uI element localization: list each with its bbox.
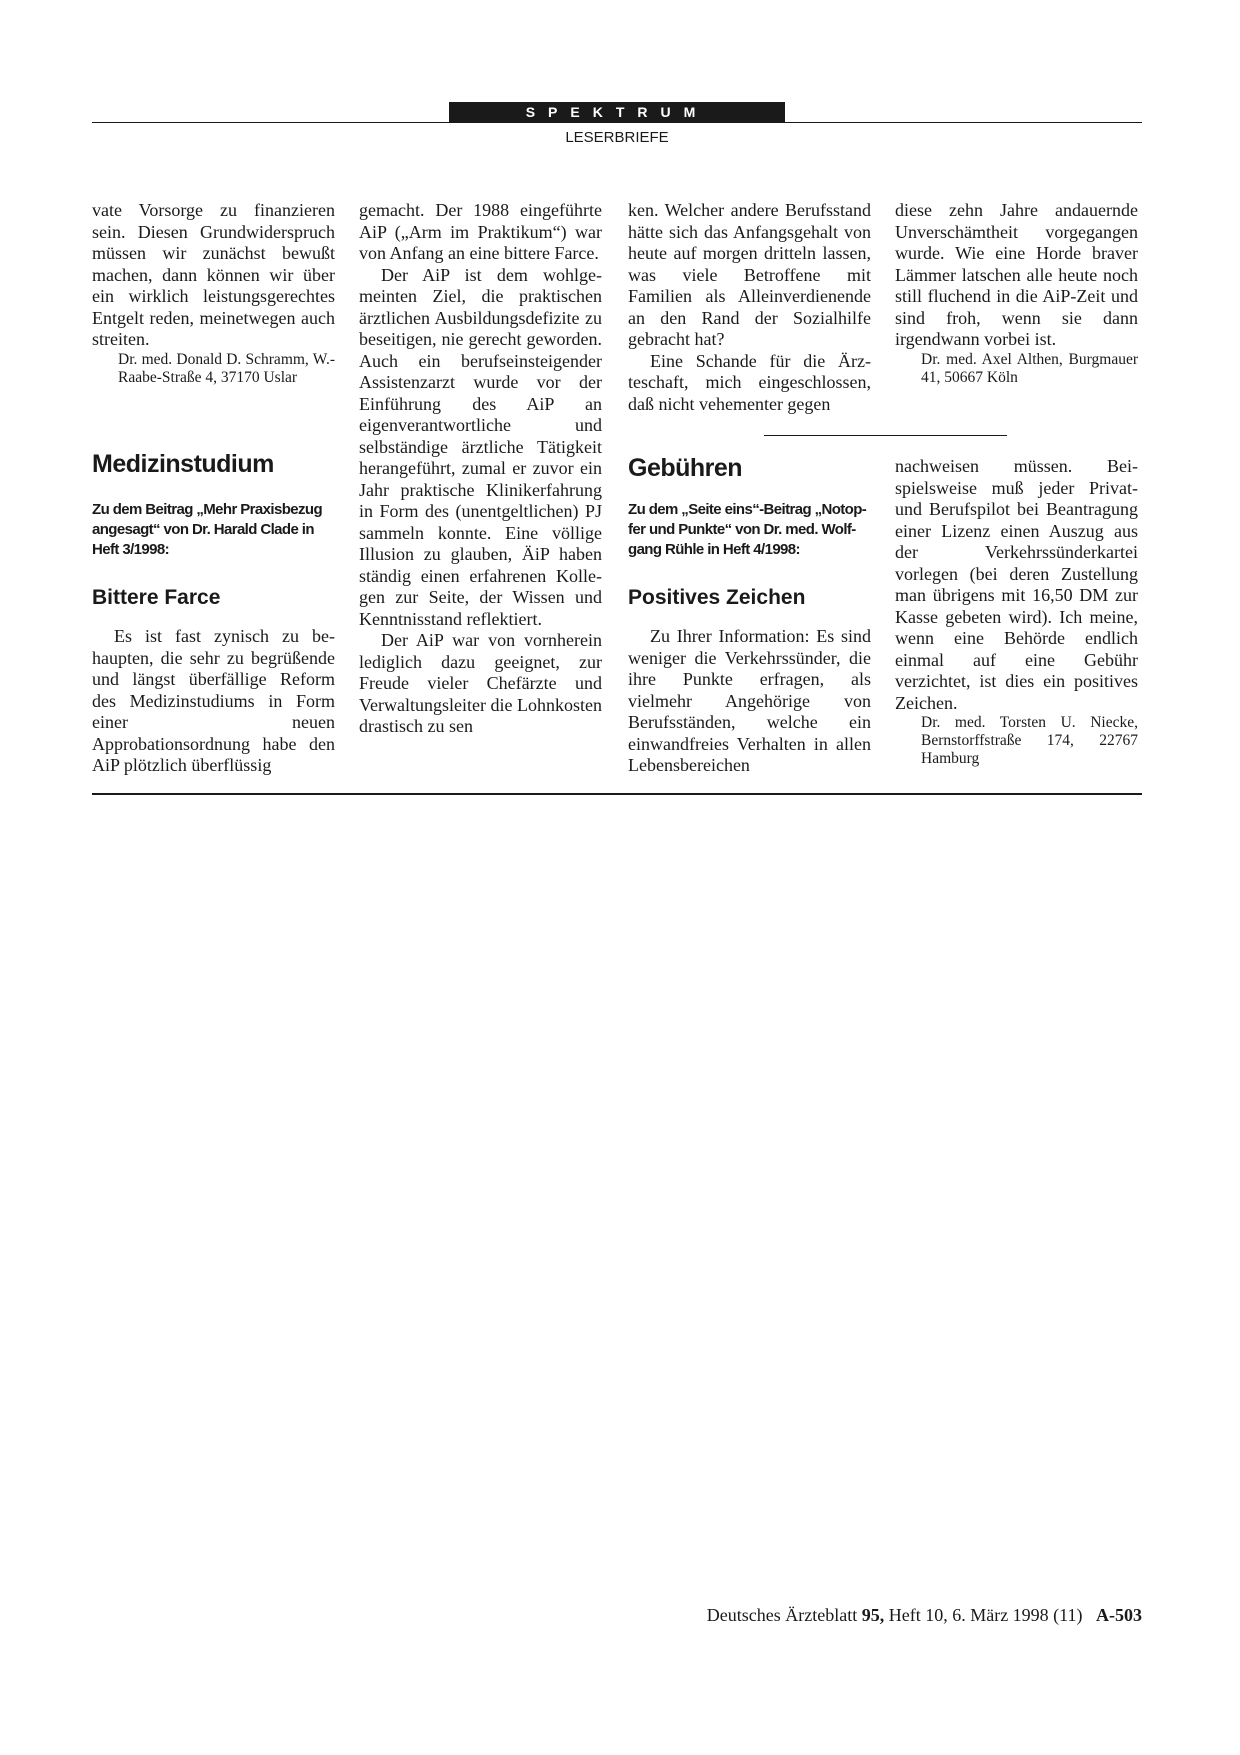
letter-body: gemacht. Der 1988 eingeführte AiP („Arm im Praktikum“) war von Anfang an eine bittere Farce. bbox=[359, 200, 602, 263]
letter-signature: Dr. med. Donald D. Schramm, W.-Raabe-Straße 4, 37170 Uslar bbox=[118, 350, 335, 386]
journal-name: Deutsches Ärzteblatt bbox=[706, 1605, 858, 1625]
column-1-top bbox=[92, 200, 335, 387]
page-number: A-503 bbox=[1096, 1605, 1142, 1625]
column-3-bottom bbox=[628, 626, 871, 777]
column-4-bottom bbox=[895, 456, 1138, 768]
section-header: SPEKTRUM bbox=[449, 102, 785, 123]
article-separator bbox=[764, 435, 1007, 436]
letter-body: Zu Ihrer Information: Es sind weniger die Verkehrssünder, die ihre Punkte erfragen, als vielmehr Angehörige von Berufsständen, welche ein einwandfreies Verhalten in allen Lebensbereichen bbox=[628, 626, 871, 775]
header-rule bbox=[92, 122, 1142, 123]
letter-title: Bittere Farce bbox=[92, 586, 221, 609]
letter-body: diese zehn Jahre andauernde Unverschämtheit vorgegangen wurde. Wie eine Horde braver Lämmer latschen alle heute noch still fluchend in die AiP-Zeit und sind froh, wenn sie dann irgendwann vorbei ist. bbox=[895, 200, 1138, 349]
letter-title: Positives Zeichen bbox=[628, 586, 806, 609]
article-intro: Zu dem „Seite eins“-Beitrag „Notopfer und Punkte“ von Dr. med. Wolfgang Rühle in Heft 4/1998: bbox=[628, 501, 867, 558]
column-1-bottom bbox=[92, 626, 335, 777]
letter-body: Der AiP ist dem wohlgemeinten Ziel, die praktischen ärztlichen Ausbildungsdefizite zu beseitigen, nie gerecht geworden. Auch ein berufseinsteigender Assistenzarzt wurde vor der Einführung des AiP an eigenverantwortliche und selbständige ärztliche Tätigkeit herangeführt, zumal er zuvor ein Jahr praktische Klinikerfahrung in Form des (unentgeltlichen) PJ sammeln konnte. Eine völlige Illusion zu glauben, ÄiP haben ständig einen erfahrenen Kollegen zur Seite, der Wissen und Kenntnisstand reflektiert. bbox=[359, 264, 602, 629]
column-3-top bbox=[628, 200, 871, 415]
article-intro: Zu dem Beitrag „Mehr Praxisbezug angesagt“ von Dr. Harald Clade in Heft 3/1998: bbox=[92, 501, 323, 558]
column-2 bbox=[359, 200, 602, 738]
letter-body: vate Vorsorge zu finanzieren sein. Diesen Grundwiderspruch müssen wir zunächst bewußt machen, dann können wir über ein wirklich leistungsgerechtes Entgelt reden, meinetwegen auch streiten. bbox=[92, 200, 335, 349]
topic-heading: Gebühren bbox=[628, 454, 743, 482]
page-footer bbox=[707, 1604, 1142, 1626]
journal-volume: 95, bbox=[861, 1605, 885, 1625]
letter-signature: Dr. med. Torsten U. Niecke, Bernstorffstraße 174, 22767 Hamburg bbox=[921, 714, 1138, 767]
bottom-rule bbox=[92, 793, 1142, 795]
section-subheader: LESERBRIEFE bbox=[565, 129, 669, 146]
letter-body: ken. Welcher andere Berufsstand hätte sich das Anfangsgehalt von heute auf morgen dritteln lassen, was viele Betroffene mit Familien als Alleinverdienende an den Rand der Sozialhilfe gebracht hat? bbox=[628, 200, 871, 349]
topic-heading: Medizinstudium bbox=[92, 450, 274, 478]
column-4-top bbox=[895, 200, 1138, 387]
letter-body: Es ist fast zynisch zu behaupten, die sehr zu begrüßende und längst überfällige Reform des Medizinstudiums in Form einer neuen Approbationsordnung habe den AiP plötzlich überflüssig bbox=[92, 626, 335, 775]
letter-body: nachweisen müssen. Beispielsweise muß jeder Privat- und Berufspilot bei Beantragung einer Lizenz einen Auszug aus der Verkehrssünderkartei vorlegen (bei deren Zustellung man übrigens mit 16,50 DM zur Kasse gebeten wird). Ich meine, wenn eine Behörde endlich einmal auf eine Gebühr verzichtet, ist dies ein positives Zeichen. bbox=[895, 456, 1138, 713]
letter-body: Eine Schande für die Ärzteschaft, mich eingeschlossen, daß nicht vehementer gegen bbox=[628, 350, 871, 414]
issue-info: Heft 10, 6. März 1998 (11) bbox=[888, 1605, 1083, 1625]
letter-signature: Dr. med. Axel Althen, Burgmauer 41, 50667 Köln bbox=[921, 350, 1138, 386]
letter-body: Der AiP war von vornherein lediglich dazu geeignet, zur Freude vieler Chefärzte und Verwaltungsleiter die Lohnkosten drastisch zu sen bbox=[359, 630, 602, 736]
